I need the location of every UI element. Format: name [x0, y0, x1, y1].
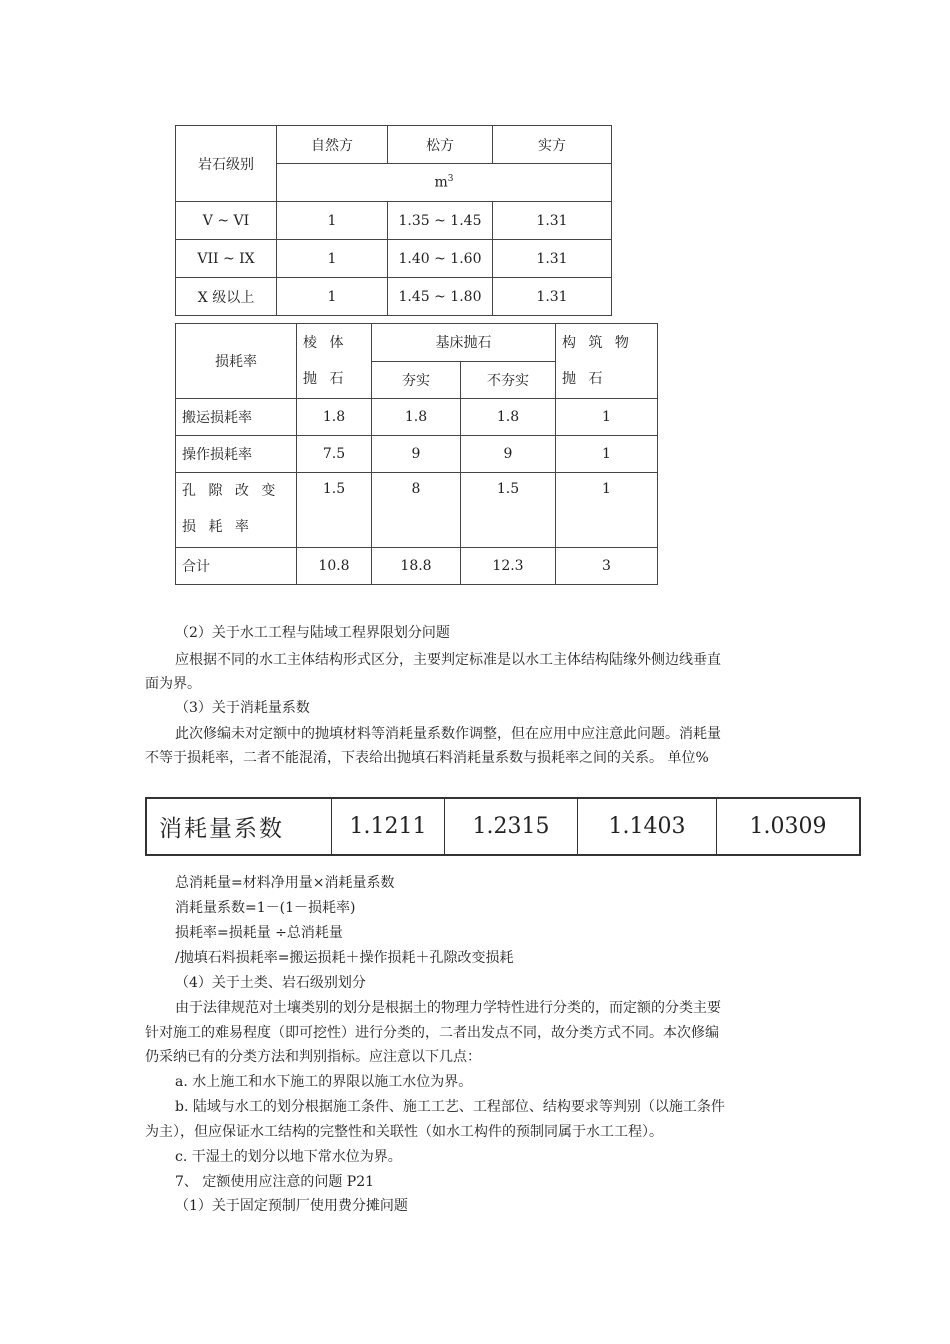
coef-value: 1.0309 — [717, 798, 861, 855]
rock-cell: 1 — [277, 240, 388, 278]
loss-cell: 1 — [556, 436, 658, 473]
loss-cell: 1 — [556, 473, 658, 548]
section-4-body-line1: 由于法律规范对土壤类别的划分是根据土的物理力学特性进行分类的，而定额的分类主要 — [175, 1000, 721, 1016]
rock-header-grade: 岩石级别 — [176, 126, 277, 202]
rock-grade-table — [175, 125, 612, 316]
loss-cell: 操作损耗率 — [176, 436, 297, 473]
loss-cell: 3 — [556, 548, 658, 585]
loss-cell: 10.8 — [297, 548, 372, 585]
loss-header-tamped: 夯实 — [372, 361, 461, 399]
loss-rate-table — [175, 323, 658, 585]
table-row — [176, 202, 612, 240]
loss-cell: 1.8 — [297, 399, 372, 436]
section-2-body-line2: 面为界。 — [145, 676, 201, 692]
rock-cell: 1.31 — [493, 240, 612, 278]
loss-header-rate: 损耗率 — [176, 324, 297, 399]
section-4-title: （4）关于土类、岩石级别划分 — [175, 975, 366, 991]
table-row — [176, 473, 658, 548]
section-2-body-line1: 应根据不同的水工主体结构形式区分，主要判定标准是以水工主体结构陆缘外侧边线垂直 — [175, 652, 721, 668]
section-4-item-b-line2: 为主），但应保证水工结构的完整性和关联性（如水工构件的预制同属于水工工程）。 — [145, 1124, 663, 1140]
formula-line: 总消耗量=材料净用量×消耗量系数 — [175, 875, 395, 891]
formula-line: /抛填石料损耗率=搬运损耗＋操作损耗＋孔隙改变损耗 — [175, 950, 514, 966]
loss-cell: 1.8 — [461, 399, 556, 436]
formula-line: 消耗量系数=1－(1－损耗率) — [175, 900, 356, 916]
table-row — [176, 240, 612, 278]
loss-cell: 7.5 — [297, 436, 372, 473]
loss-header-structure: 构 筑 物 抛 石 — [556, 324, 658, 399]
loss-cell: 搬运损耗率 — [176, 399, 297, 436]
rock-cell: VII ~ IX — [176, 240, 277, 278]
rock-unit: $m^3$ — [277, 164, 612, 202]
loss-cell: 8 — [372, 473, 461, 548]
section-4-item-b-line1: b. 陆域与水工的划分根据施工条件、施工工艺、工程部位、结构要求等判别（以施工条件 — [175, 1099, 725, 1115]
section-3-title: （3）关于消耗量系数 — [175, 700, 310, 716]
rock-header-solid: 实方 — [493, 126, 612, 164]
loss-cell: 1.5 — [461, 473, 556, 548]
coef-value: 1.1211 — [332, 798, 445, 855]
section-4-body-line3: 仍采纳已有的分类方法和判别指标。应注意以下几点： — [145, 1049, 481, 1065]
rock-cell: 1.40 ~ 1.60 — [388, 240, 493, 278]
table-row — [176, 436, 658, 473]
table-row — [176, 548, 658, 585]
rock-header-natural: 自然方 — [277, 126, 388, 164]
rock-cell: 1 — [277, 202, 388, 240]
section-4-body-line2: 针对施工的难易程度（即可挖性）进行分类的，二者出发点不同，故分类方式不同。本次修编 — [145, 1025, 719, 1041]
loss-cell: 孔 隙 改 变 损 耗 率 — [176, 473, 297, 548]
section-4-item-c: c. 干湿土的划分以地下常水位为界。 — [175, 1149, 402, 1165]
rock-cell: 1.31 — [493, 202, 612, 240]
coef-label: 消耗量系数 — [146, 798, 332, 855]
loss-cell: 1.5 — [297, 473, 372, 548]
section-3-body-line1: 此次修编未对定额中的抛填材料等消耗量系数作调整，但在应用中应注意此问题。消耗量 — [175, 726, 721, 742]
rock-header-loose: 松方 — [388, 126, 493, 164]
loss-header-untamped: 不夯实 — [461, 361, 556, 399]
section-4-item-a: a. 水上施工和水下施工的界限以施工水位为界。 — [175, 1074, 473, 1090]
table-row — [176, 278, 612, 316]
table-row — [146, 798, 860, 855]
loss-cell: 18.8 — [372, 548, 461, 585]
section-7-title: 7、 定额使用应注意的问题 P21 — [175, 1174, 375, 1190]
section-3-body-line2: 不等于损耗率，二者不能混淆，下表给出抛填石料消耗量系数与损耗率之间的关系。 单位% — [145, 750, 709, 766]
table-row — [176, 399, 658, 436]
coefficient-table — [145, 797, 861, 856]
rock-cell: 1.45 ~ 1.80 — [388, 278, 493, 316]
loss-cell: 9 — [372, 436, 461, 473]
section-7-sub1: （1）关于固定预制厂使用费分摊问题 — [175, 1198, 408, 1214]
rock-cell: V ~ VI — [176, 202, 277, 240]
section-2-title: （2）关于水工工程与陆域工程界限划分问题 — [175, 625, 450, 641]
coef-value: 1.2315 — [445, 798, 578, 855]
loss-cell: 合计 — [176, 548, 297, 585]
loss-cell: 1.8 — [372, 399, 461, 436]
rock-cell: X 级以上 — [176, 278, 277, 316]
rock-cell: 1.35 ~ 1.45 — [388, 202, 493, 240]
formula-line: 损耗率=损耗量 ÷总消耗量 — [175, 925, 343, 941]
rock-cell: 1 — [277, 278, 388, 316]
loss-cell: 9 — [461, 436, 556, 473]
coef-value: 1.1403 — [578, 798, 717, 855]
rock-cell: 1.31 — [493, 278, 612, 316]
loss-header-bed: 基床抛石 — [372, 324, 556, 362]
loss-cell: 1 — [556, 399, 658, 436]
loss-cell: 12.3 — [461, 548, 556, 585]
loss-header-prism: 棱 体 抛 石 — [297, 324, 372, 399]
